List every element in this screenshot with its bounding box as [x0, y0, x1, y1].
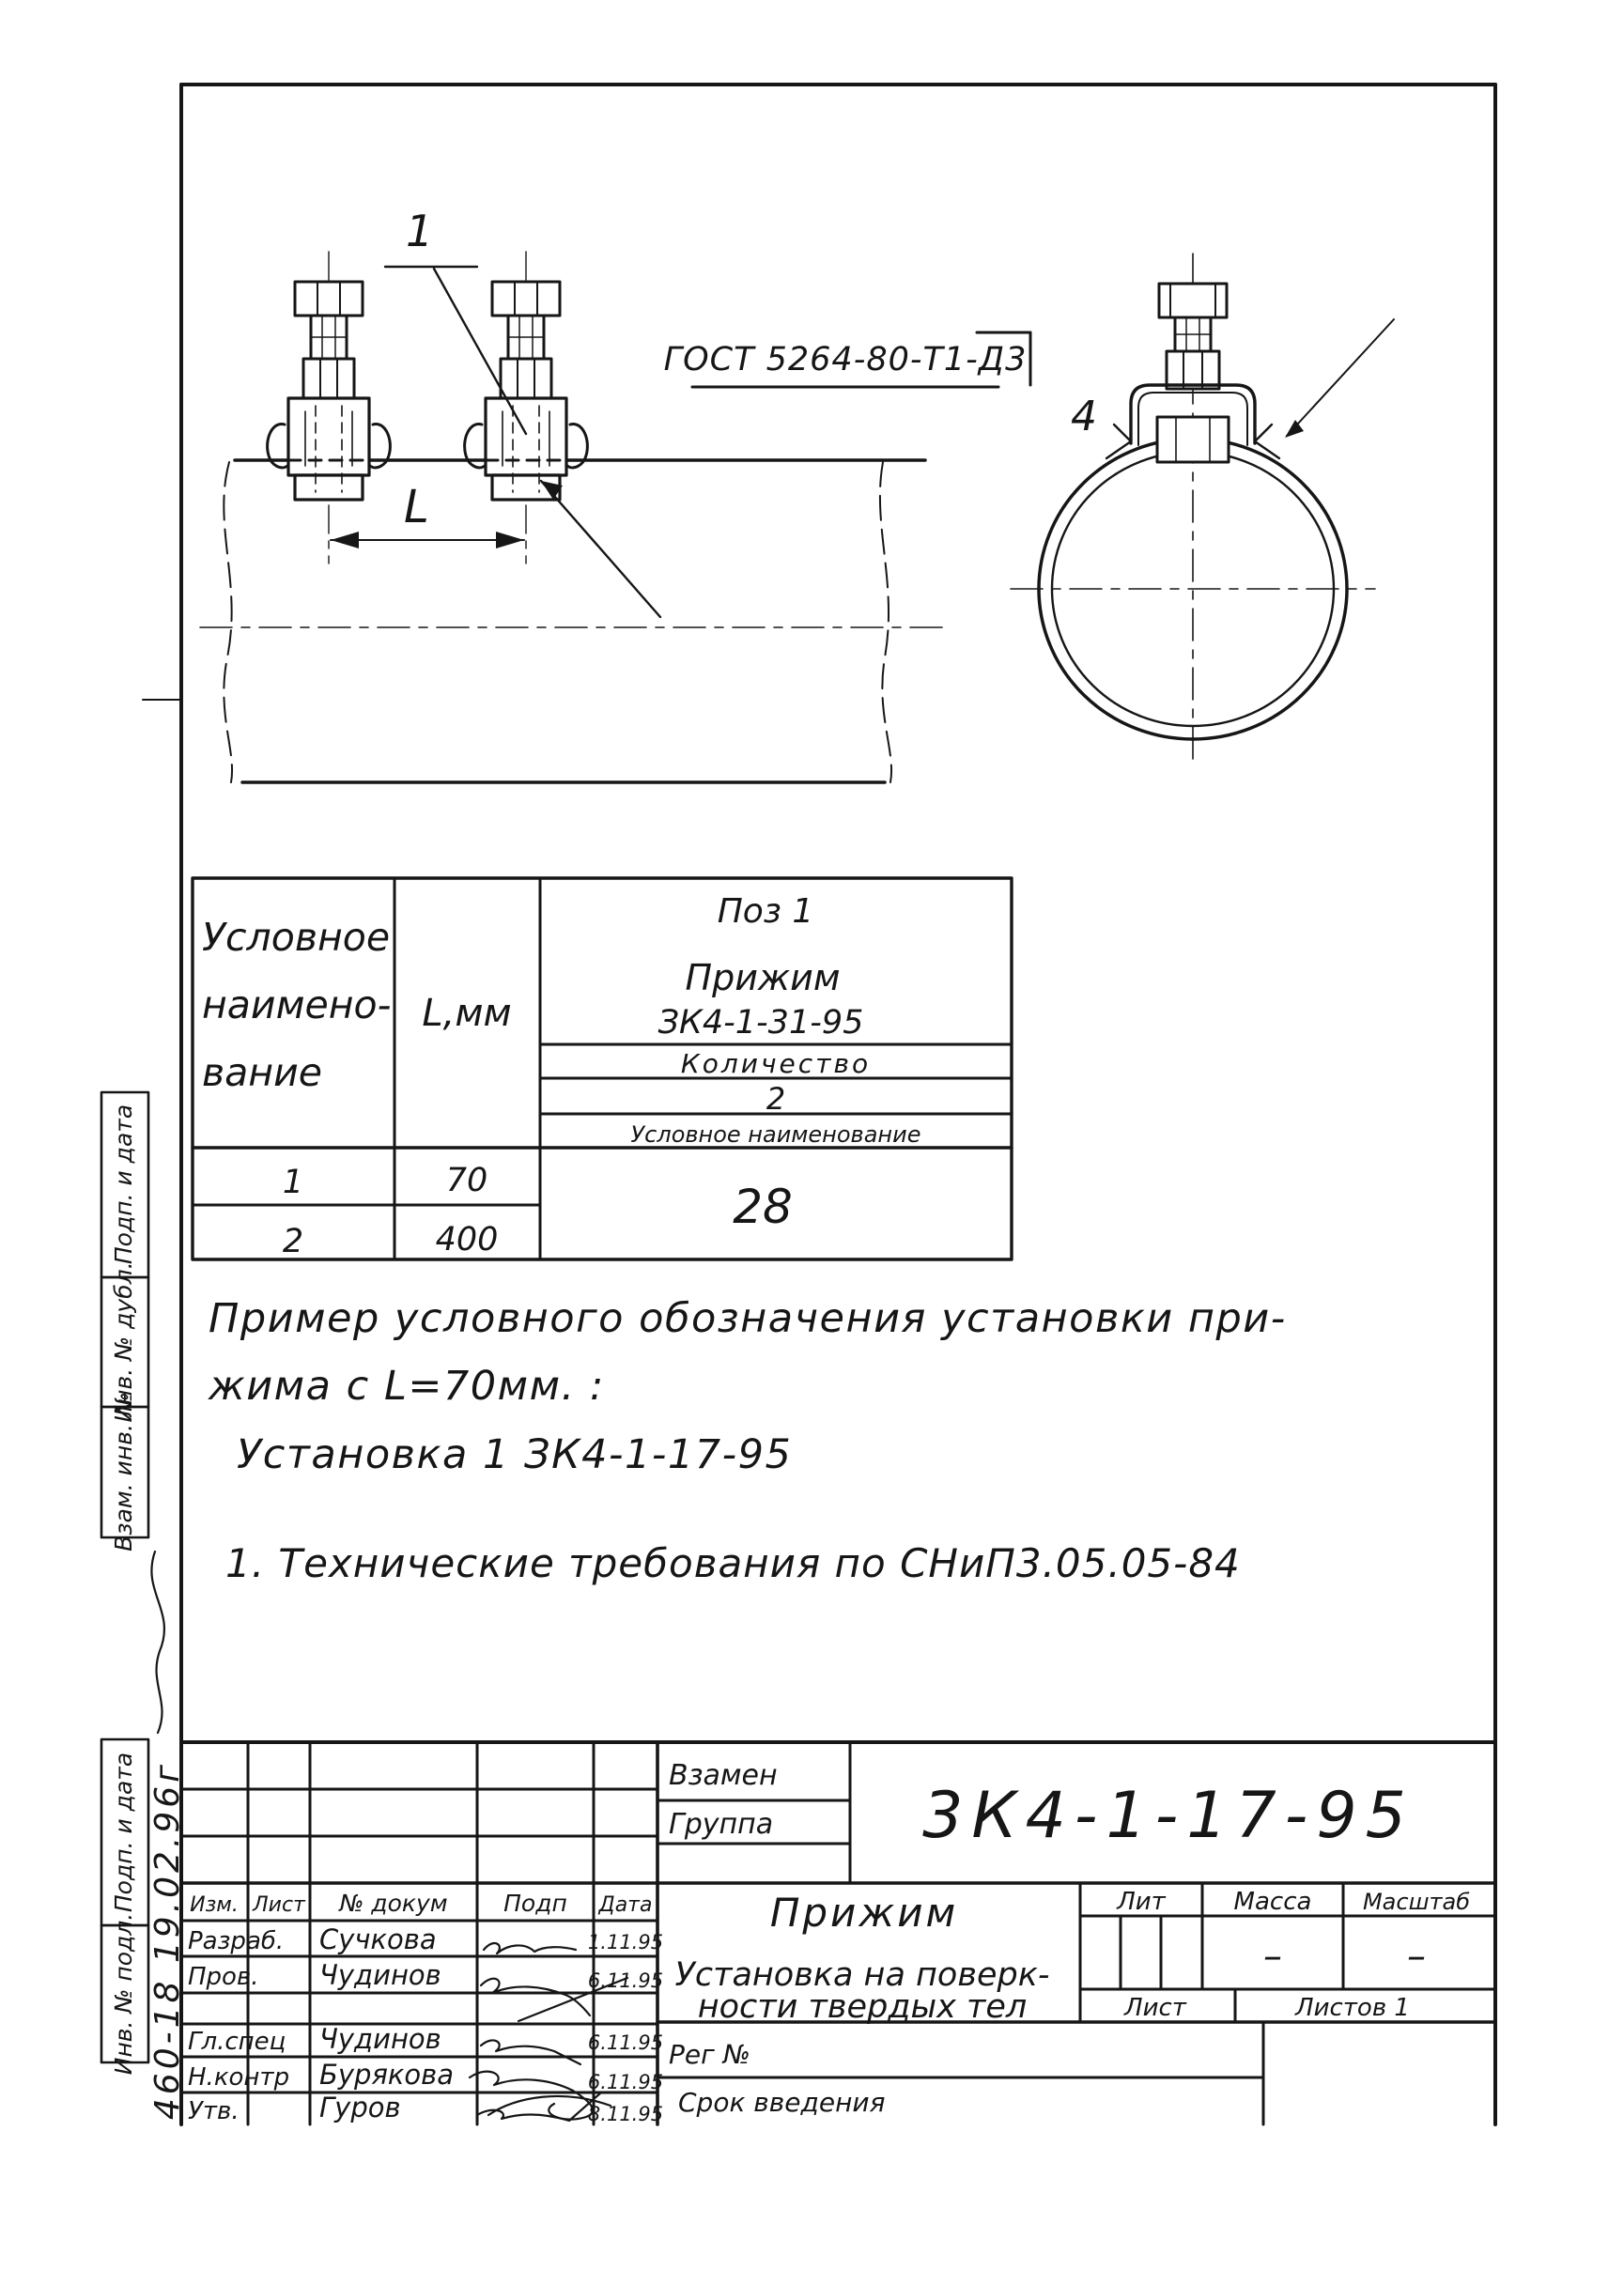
section-clamp-label: 4 [1071, 393, 1097, 440]
margin-scribble [151, 1552, 164, 1733]
clamp-right [465, 252, 588, 564]
rev-col-list: Лист [253, 1893, 305, 1917]
position-leader-label: 1 [406, 206, 434, 256]
rev-col-podp: Подп [503, 1890, 567, 1917]
note-line3: Установка 1 ЗК4-1-17-95 [237, 1431, 793, 1478]
pos-header: Поз 1 [717, 892, 814, 931]
masshtab-value: – [1407, 1935, 1426, 1978]
spec-table [193, 878, 1012, 1260]
break-line-right [880, 462, 891, 782]
row-glspec-date: 6.11.95 [587, 2031, 664, 2054]
stamp-podp-data-1: Подп. и дата [110, 1104, 137, 1265]
stamp-inv-podl: Инв. № подл. [110, 1912, 137, 2076]
gruppa-label: Группа [669, 1808, 774, 1841]
item-name: Прижим [685, 957, 841, 998]
listov-label: Листов 1 [1295, 1994, 1410, 2022]
clamp-left [268, 252, 391, 564]
col1-header-line1: Условное [202, 915, 391, 960]
row-prov-date: 6.11.95 [587, 1969, 664, 1992]
masshtab-label: Масштаб [1362, 1889, 1471, 1915]
section-clamp [1071, 284, 1394, 462]
row-prov-name: Чудинов [319, 1959, 441, 1991]
cond-value: 28 [733, 1180, 793, 1234]
row-utv-name: Гуров [319, 2092, 401, 2123]
section-view [1011, 254, 1394, 759]
row1-l: 70 [445, 1162, 488, 1199]
row2-l: 400 [435, 1221, 499, 1259]
weld-note-text: ГОСТ 5264-80-Т1-Д3 [663, 341, 1028, 378]
vzamen-label: Взамен [669, 1759, 778, 1792]
stamp-vzam-inv: Взам. инв. № [110, 1392, 137, 1552]
note-line2: жима с L=70мм. : [209, 1363, 605, 1410]
break-line-left [224, 462, 232, 782]
note-line1: Пример условного обозначения установки при- [209, 1295, 1287, 1342]
weld-note [664, 332, 1030, 387]
row-razrab-name: Сучкова [319, 1923, 437, 1955]
row-nkontr-name: Бурякова [319, 2059, 455, 2091]
reg-label: Рег № [669, 2039, 750, 2070]
qty-label: Количество [680, 1048, 872, 1079]
row-nkontr-date: 6.11.95 [587, 2071, 664, 2093]
row-razrab-date: 1.11.95 [587, 1931, 664, 1953]
stamp-podp-data-2: Подп. и дата [110, 1752, 137, 1913]
row-utv-role: Утв. [188, 2097, 240, 2125]
rev-col-izm: Изм. [190, 1893, 239, 1917]
title-line2: Установка на поверк- [674, 1956, 1050, 1994]
cond-label: Условное наименование [630, 1121, 921, 1148]
row-razrab-role: Разраб. [188, 1927, 285, 1955]
col1-header-line3: вание [202, 1050, 322, 1095]
row-prov-role: Пров. [188, 1963, 259, 1991]
dim-label: L [404, 481, 429, 533]
row-utv-date: 8.11.95 [587, 2103, 664, 2125]
title-block [181, 1742, 1495, 2125]
doc-number: 3К4-1-17-95 [922, 1779, 1415, 1853]
title-line3: ности твердых тел [697, 1988, 1028, 2026]
margin-stamps [101, 1092, 187, 2120]
row2-name: 2 [282, 1223, 304, 1260]
item-number: ЗК4-1-31-95 [657, 1004, 864, 1042]
lit-label: Лит [1117, 1888, 1166, 1916]
col1-header-line2: наимено- [202, 982, 392, 1027]
list-label: Лист [1124, 1994, 1186, 2022]
massa-label: Масса [1233, 1888, 1312, 1916]
row-glspec-name: Чудинов [319, 2023, 441, 2055]
side-view [200, 206, 1030, 782]
notes [208, 1295, 1287, 1586]
srok-label: Срок введения [678, 2087, 886, 2118]
row-nkontr-role: Н.контр [188, 2063, 290, 2092]
stamp-inv-dubl: Инв. № дубл. [110, 1261, 137, 1423]
row-glspec-role: Гл.спец [188, 2028, 286, 2056]
row1-name: 1 [282, 1164, 304, 1201]
inventory-note: 460-18 19.02.96г [148, 1760, 187, 2121]
col2-header: L,мм [422, 992, 512, 1035]
rev-col-data: Дата [598, 1893, 653, 1917]
qty-value: 2 [766, 1081, 786, 1117]
rev-col-dokum: № докум [339, 1890, 448, 1917]
massa-value: – [1263, 1935, 1282, 1978]
title-line1: Прижим [769, 1890, 959, 1936]
note-line4: 1. Технические требования по СНиП3.05.05-84 [225, 1540, 1241, 1586]
